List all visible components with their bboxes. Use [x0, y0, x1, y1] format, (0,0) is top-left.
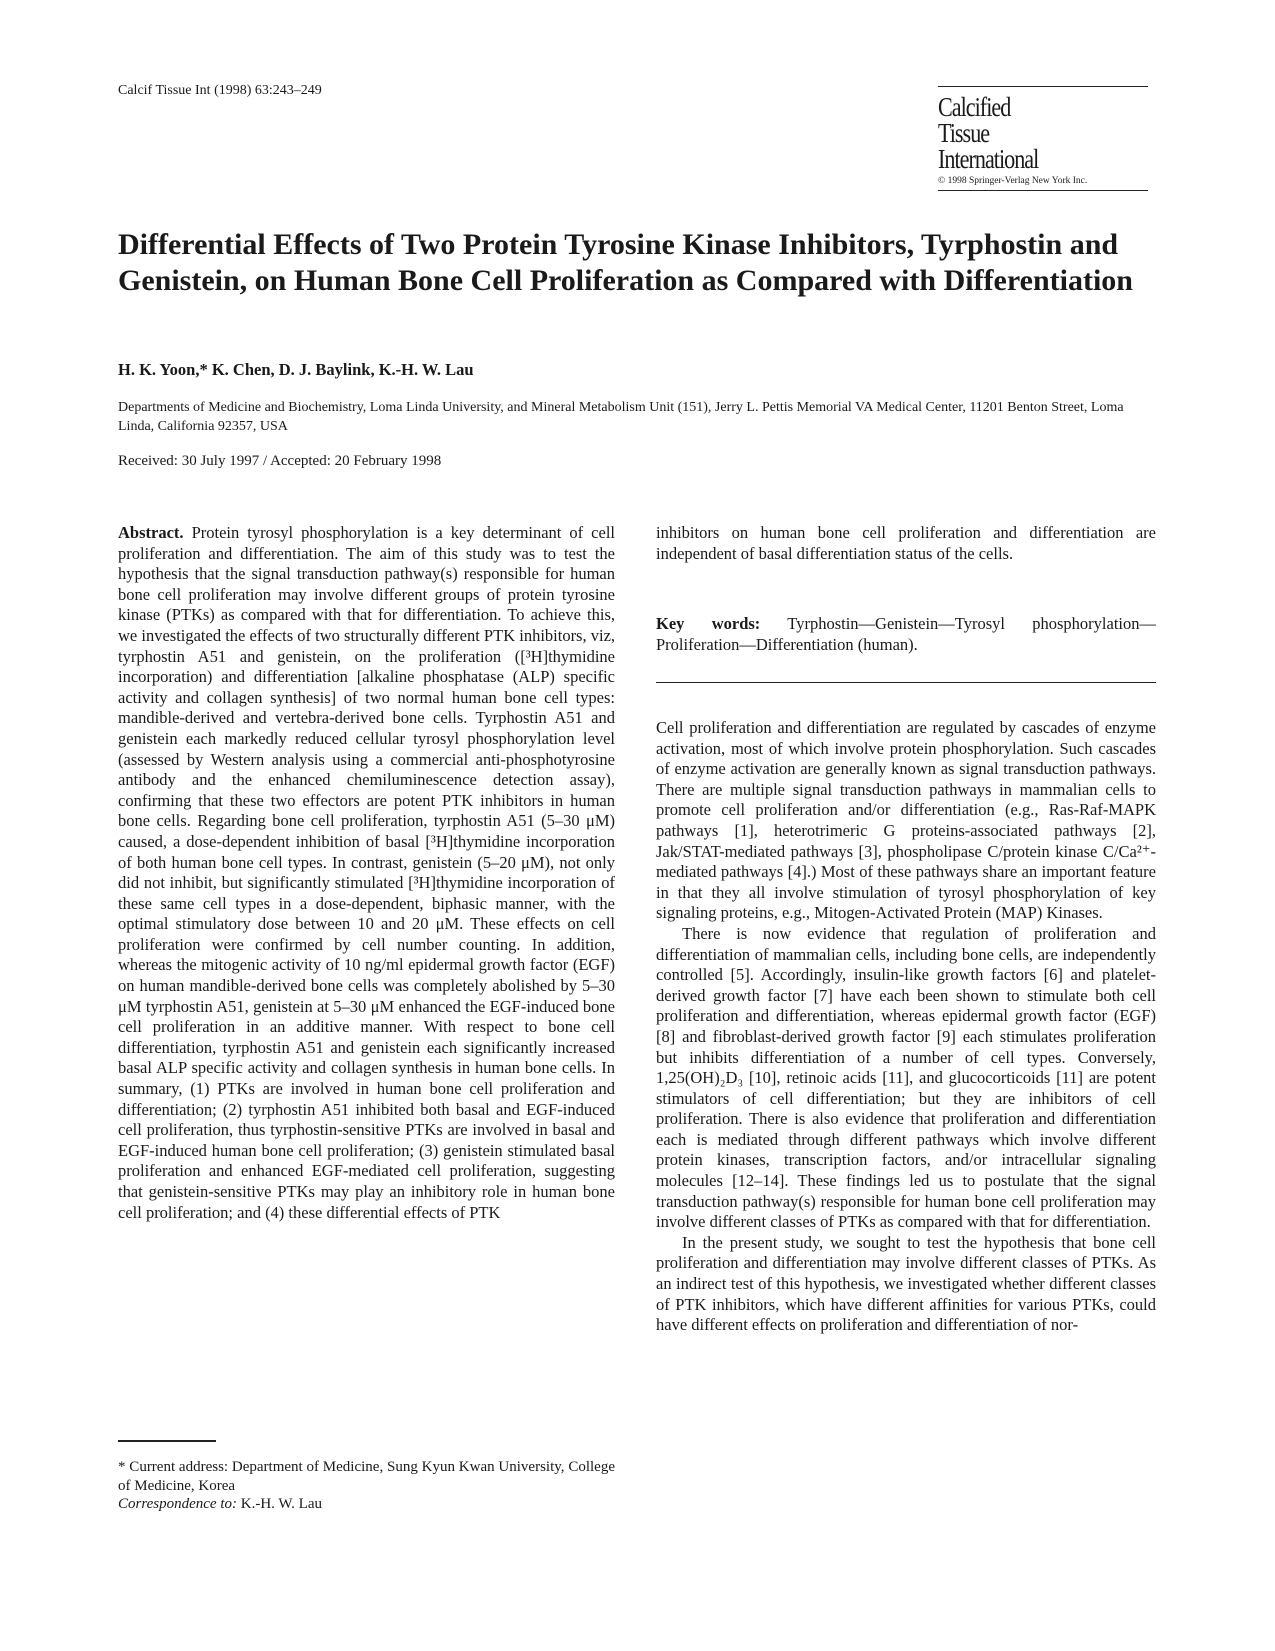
- affiliation: Departments of Medicine and Biochemistry, Loma Linda University, and Mineral Metabolism Unit (151), Jerry L. Pettis Memorial VA Medical Center, 11201 Benton Street, Loma Linda, California 92357, USA: [118, 400, 1124, 434]
- body-paragraph: Cell proliferation and differentiation are regulated by cascades of enzyme activation, most of which involve protein phosphorylation. Such cascades of enzyme activation are generally known as signal transduction pathways. There are multiple signal transduction pathways in mammalian cells to promote cell proliferation and/or differentiation (e.g., Ras-Raf-MAPK pathways [1], heterotrimeric G proteins-associated pathways [2], Jak/STAT-mediated pathways [3], phospholipase C/protein kinase C/Ca²⁺-mediated pathways [4].) Most of these pathways share an important feature in that they all involve stimulation of tyrosyl phosphorylation of key signaling proteins, e.g., Mitogen-Activated Protein (MAP) Kinases.: [656, 718, 1156, 923]
- author-list: H. K. Yoon,* K. Chen, D. J. Baylink, K.-H. W. Lau: [118, 360, 474, 379]
- introduction-body: [656, 718, 1156, 1336]
- correspondence-line: [118, 1495, 615, 1514]
- correspondence-name: K.-H. W. Lau: [240, 1496, 323, 1512]
- abstract-continuation: inhibitors on human bone cell proliferation and differentiation are independent of basal differentiation status of the cells.: [656, 523, 1156, 563]
- logo-wordmark: [938, 87, 1148, 172]
- logo-word-tissue: Tissue: [938, 118, 990, 148]
- keywords: [656, 614, 1156, 655]
- journal-citation: Calcif Tissue Int (1998) 63:243–249: [118, 83, 322, 98]
- footnote: [118, 1458, 615, 1514]
- footnote-rule: [118, 1440, 216, 1442]
- received-dates: Received: 30 July 1997 / Accepted: 20 February 1998: [118, 453, 442, 469]
- copyright-notice: © 1998 Springer-Verlag New York Inc.: [938, 176, 1088, 186]
- abstract-label: Abstract.: [118, 523, 184, 542]
- logo-word-international: International: [938, 144, 1039, 174]
- body-paragraph: In the present study, we sought to test the hypothesis that bone cell proliferation and differentiation may involve different classes of PTKs. As an indirect test of this hypothesis, we investigated whether different classes of PTK inhibitors, which have different affinities for various PTKs, could have different effects on proliferation and differentiation of nor-: [656, 1232, 1156, 1335]
- abstract-text: Protein tyrosyl phosphorylation is a key determinant of cell proliferation and differentiation. The aim of this study was to test the hypothesis that the signal transduction pathway(s) responsible for human bone cell proliferation may involve different groups of protein tyrosine kinase (PTKs) as compared with that for differentiation. To achieve this, we investigated the effects of two structurally different PTK inhibitors, viz, tyrphostin A51 and genistein, on the proliferation ([³H]thymidine incorporation) and differentiation [alkaline phosphatase (ALP) specific activity and collagen synthesis] of two normal human bone cell types: mandible-derived and vertebra-derived bone cells. Tyrphostin A51 and genistein each markedly reduced cellular tyrosyl phosphorylation level (assessed by Western analysis using a commercial anti-phosphotyrosine antibody and the enhanced chemiluminescence detection assay), confirming that these two effectors are potent PTK inhibitors in human bone cells. Regarding bone cell proliferation, tyrphostin A51 (5–30 μM) caused, a dose-dependent inhibition of basal [³H]thymidine incorporation of both human bone cell types. In contrast, genistein (5–20 μM), not only did not inhibit, but significantly stimulated [³H]thymidine incorporation of these same cell types in a dose-dependent, biphasic manner, with the optimal stimulatory dose between 10 and 20 μM. These effects on cell proliferation were confirmed by cell number counting. In addition, whereas the mitogenic activity of 10 ng/ml epidermal growth factor (EGF) on human mandible-derived bone cells was completely abolished by 5–30 μM tyrphostin A51, genistein at 5–30 μM enhanced the EGF-induced bone cell proliferation in an additive manner. With respect to bone cell differentiation, tyrphostin A51 and genistein each significantly increased basal ALP specific activity and collagen synthesis in human bone cells. In summary, (1) PTKs are involved in human bone cell proliferation and differentiation; (2) tyrphostin A51 inhibited both basal and EGF-induced cell proliferation, thus tyrphostin-sensitive PTKs are involved in basal and EGF-induced human bone cell proliferation; (3) genistein stimulated basal proliferation and enhanced EGF-mediated cell proliferation, suggesting that genistein-sensitive PTKs may play an inhibitory role in human bone cell proliferation; and (4) these differential effects of PTK: [118, 523, 616, 1222]
- article-title: Differential Effects of Two Protein Tyrosine Kinase Inhibitors, Tyrphostin and Genistein, on Human Bone Cell Proliferation as Compared with Differentiation: [118, 228, 1133, 297]
- logo-bottom-rule: [938, 190, 1148, 191]
- current-address-note: * Current address: Department of Medicine, Sung Kyun Kwan University, College of Medicine, Korea: [118, 1459, 615, 1494]
- keywords-text: Tyrphostin—Genistein—Tyrosyl phosphorylation—Proliferation—Differentiation (human).: [656, 614, 1156, 654]
- section-divider: [656, 682, 1156, 683]
- logo-word-calcified: Calcified: [938, 92, 1011, 122]
- abstract: [118, 523, 615, 1223]
- journal-logo: [938, 86, 1148, 191]
- body-paragraph: There is now evidence that regulation of proliferation and differentiation of mammalian cells, including bone cells, are independently controlled [5]. Accordingly, insulin-like growth factors [6] and platelet-derived growth factor [7] have each been shown to stimulate both cell proliferation and differentiation, whereas epidermal growth factor (EGF) [8] and fibroblast-derived growth factor [9] each stimulates proliferation but inhibits differentiation of a number of cell types. Conversely, 1,25(OH)₂D₃ [10], retinoic acids [11], and glucocorticoids [11] are potent stimulators of cell differentiation; but they are inhibitors of cell proliferation. There is also evidence that proliferation and differentiation each is mediated through different pathways which involve different protein kinases, transcription factors, and/or intracellular signaling molecules [12–14]. These findings led us to postulate that the signal transduction pathway(s) responsible for human bone cell proliferation may involve different classes of PTKs as compared with that for differentiation.: [656, 923, 1156, 1232]
- keywords-label: Key words:: [656, 614, 761, 633]
- correspondence-label: Correspondence to:: [118, 1496, 238, 1512]
